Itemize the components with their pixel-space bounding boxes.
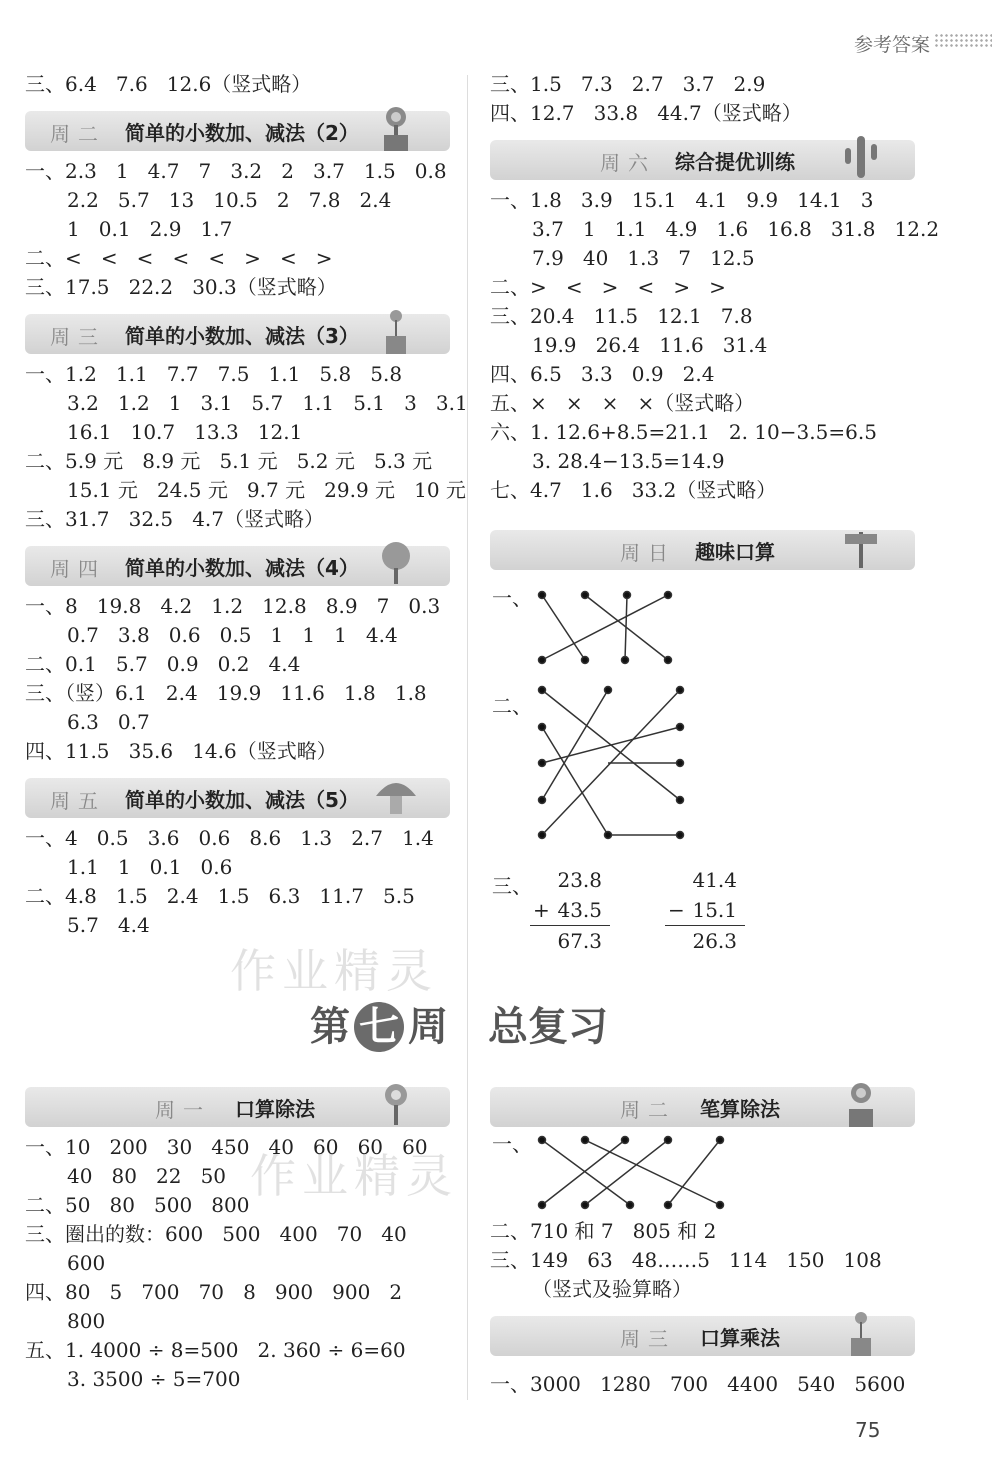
week-suffix: 周 [408, 1004, 448, 1050]
day-label: 周六 [600, 151, 656, 175]
day-label: 周一 [155, 1098, 211, 1122]
section-title: 口算除法 [235, 1097, 315, 1121]
section-title: 趣味口算 [695, 540, 775, 564]
question-label: 二、 [492, 694, 532, 718]
week-title [310, 995, 608, 1052]
answer-line: 40 80 22 50 [67, 1164, 227, 1188]
answer-line: 三、31.7 32.5 4.7（竖式略） [25, 507, 325, 531]
week-name: 总复习 [488, 1004, 608, 1050]
answer-line: 五、1. 4000 ÷ 8=500 2. 360 ÷ 6=60 [25, 1338, 406, 1362]
answer-line: 一、3000 1280 700 4400 540 5600 [490, 1372, 906, 1396]
answer-line: 1 0.1 2.9 1.7 [67, 217, 233, 241]
left-column-bottom [25, 1075, 450, 1394]
answer-line: 三、（竖）6.1 2.4 19.9 11.6 1.8 1.8 [25, 681, 427, 705]
answer-line: 二、50 80 500 800 [25, 1193, 250, 1217]
flower-vase-icon [835, 1308, 887, 1360]
answer-line: 三、149 63 48……5 114 150 108 [490, 1248, 882, 1272]
question-label: 一、 [492, 1132, 532, 1156]
section-title: 简单的小数加、减法（5） [125, 788, 359, 812]
watermark: 作业精灵 [230, 944, 438, 998]
answer-line: 七、4.7 1.6 33.2（竖式略） [490, 478, 777, 502]
calc-rule [665, 925, 745, 926]
answer-line: 0.7 3.8 0.6 0.5 1 1 1 4.4 [67, 623, 398, 647]
answer-line: 二、710 和 7 805 和 2 [490, 1219, 717, 1243]
answer-line: 四、11.5 35.6 14.6（竖式略） [25, 739, 337, 763]
answer-line: 3.7 1 1.1 4.9 1.6 16.8 31.8 12.2 [532, 217, 940, 241]
flower-icon [370, 1079, 422, 1131]
answer-line: 三、20.4 11.5 12.1 7.8 [490, 304, 753, 328]
answer-line: 一、1.2 1.1 7.7 7.5 1.1 5.8 5.8 [25, 362, 403, 386]
answer-line: 三、圈出的数：600 500 400 70 40 [25, 1222, 407, 1246]
week-number: 七 [354, 1002, 404, 1052]
watermark: 作业精灵 [250, 1149, 458, 1203]
day-label: 周五 [50, 789, 106, 813]
day-label: 周四 [50, 557, 106, 581]
answer-line: 二、< < < < < > < > [25, 246, 333, 270]
question-label: 一、 [492, 586, 532, 610]
page-number: 75 [855, 1418, 881, 1442]
calc-addend-b: 43.5 [557, 898, 602, 922]
answer-line: 16.1 10.7 13.3 12.1 [67, 420, 303, 444]
answer-line: 3. 28.4−13.5=14.9 [532, 449, 725, 473]
section-title: 简单的小数加、减法（2） [125, 121, 359, 145]
calc-minuend: 41.4 [692, 868, 737, 892]
answer-line: 二、5.9 元 8.9 元 5.1 元 5.2 元 5.3 元 [25, 449, 433, 473]
answer-line: 一、2.3 1 4.7 7 3.2 2 3.7 1.5 0.8 [25, 159, 447, 183]
section-header [25, 1087, 450, 1127]
right-column-bottom [490, 1217, 915, 1399]
question-label: 三、 [492, 874, 532, 898]
calc-subtrahend: 15.1 [692, 898, 737, 922]
answer-line: 1.1 1 0.1 0.6 [67, 855, 233, 879]
section-title: 简单的小数加、减法（3） [125, 324, 359, 348]
calc-difference: 26.3 [692, 929, 737, 953]
calc-addend-a: 23.8 [557, 868, 602, 892]
answer-line: （竖式及验算略） [532, 1277, 692, 1301]
answer-line: 三、17.5 22.2 30.3（竖式略） [25, 275, 337, 299]
answer-line: 3. 3500 ÷ 5=700 [67, 1367, 241, 1391]
answer-line: 5.7 4.4 [67, 913, 150, 937]
answer-line: 四、6.5 3.3 0.9 2.4 [490, 362, 715, 386]
answer-line: 六、1. 12.6+8.5=21.1 2. 10−3.5=6.5 [490, 420, 877, 444]
answer-key-label: 参考答案 [853, 34, 930, 56]
answer-line: 一、8 19.8 4.2 1.2 12.8 8.9 7 0.3 [25, 594, 441, 618]
section-header [490, 1316, 915, 1356]
answer-line: 3.2 1.2 1 3.1 5.7 1.1 5.1 3 3.1 [67, 391, 468, 415]
section-title: 简单的小数加、减法（4） [125, 556, 359, 580]
week-prefix: 第 [310, 1004, 350, 1050]
answer-line: 三、6.4 7.6 12.6（竖式略） [25, 72, 312, 96]
answer-line: 一、1.8 3.9 15.1 4.1 9.9 14.1 3 [490, 188, 874, 212]
answer-line: 五、× × × ×（竖式略） [490, 391, 755, 415]
flower-pot-icon [835, 1079, 887, 1131]
day-label: 周二 [50, 122, 106, 146]
answer-line: 2.2 5.7 13 10.5 2 7.8 2.4 [67, 188, 392, 212]
day-label: 周三 [50, 325, 106, 349]
answer-line: 15.1 元 24.5 元 9.7 元 29.9 元 10 元 [67, 478, 466, 502]
calc-minus-sign: − [668, 898, 685, 922]
section-header-tue-2 [490, 1087, 915, 1127]
calc-plus-sign: + [533, 898, 550, 922]
answer-line: 19.9 26.4 11.6 31.4 [532, 333, 768, 357]
answer-line: 800 [67, 1309, 106, 1333]
day-label: 周二 [620, 1098, 676, 1122]
calc-rule [530, 925, 610, 926]
answer-line: 二、4.8 1.5 2.4 1.5 6.3 11.7 5.5 [25, 884, 415, 908]
answer-line: 三、1.5 7.3 2.7 3.7 2.9 [490, 72, 766, 96]
section-title: 口算乘法 [700, 1326, 780, 1350]
answer-line: 四、12.7 33.8 44.7（竖式略） [490, 101, 802, 125]
day-label: 周三 [620, 1327, 676, 1351]
answer-line: 一、10 200 30 450 40 60 60 60 [25, 1135, 428, 1159]
day-label: 周日 [620, 541, 676, 565]
answer-line: 600 [67, 1251, 106, 1275]
answer-line: 二、> < > < > > [490, 275, 726, 299]
section-title: 综合提优训练 [675, 150, 795, 174]
calc-sum: 67.3 [557, 929, 602, 953]
section-title: 笔算除法 [700, 1097, 780, 1121]
answer-line: 二、0.1 5.7 0.9 0.2 4.4 [25, 652, 301, 676]
answer-line: 7.9 40 1.3 7 12.5 [532, 246, 755, 270]
answer-line: 一、4 0.5 3.6 0.6 8.6 1.3 2.7 1.4 [25, 826, 434, 850]
answer-line: 四、80 5 700 70 8 900 900 2 [25, 1280, 403, 1304]
answer-line: 6.3 0.7 [67, 710, 150, 734]
